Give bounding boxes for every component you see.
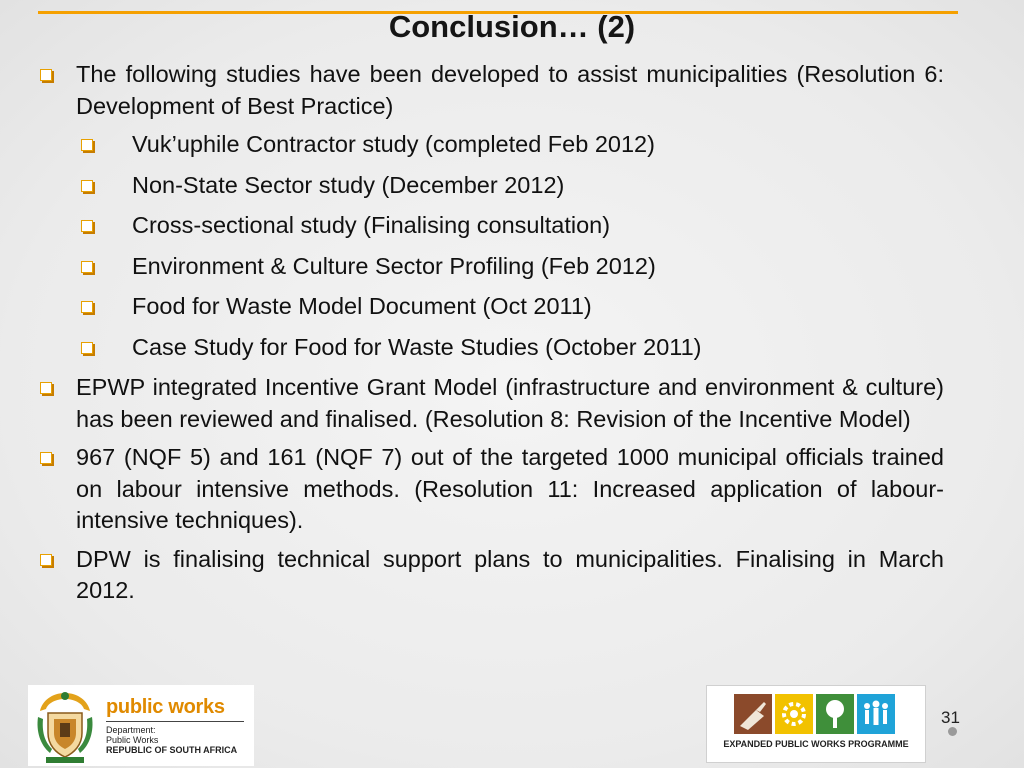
bullet-text: Food for Waste Model Document (Oct 2011) — [132, 293, 592, 319]
square-bullet-icon — [40, 554, 52, 566]
bullet-text: Non-State Sector study (December 2012) — [132, 171, 565, 198]
square-bullet-icon — [81, 180, 93, 192]
square-bullet-icon — [81, 261, 93, 273]
epwp-icons — [734, 694, 895, 734]
sub-bullet-item — [81, 170, 944, 202]
coat-of-arms-icon — [32, 687, 98, 765]
sub-bullet-item — [81, 251, 944, 283]
bullet-text: Cross-sectional study (Finalising consultation) — [132, 212, 611, 238]
epwp-label: EXPANDED PUBLIC WORKS PROGRAMME — [723, 739, 909, 749]
bullet-text: The following studies have been developed to assist municipalities (Resolution 6: Development of Best Practice) — [76, 61, 944, 119]
bullet-text: Vuk’uphile Contractor study (completed Feb 2012) — [132, 131, 655, 157]
public-works-text — [106, 696, 244, 755]
republic-label: REPUBLIC OF SOUTH AFRICA — [106, 745, 238, 755]
bullet-text: Environment & Culture Sector Profiling (Feb 2012) — [132, 252, 656, 279]
square-bullet-icon — [40, 452, 52, 464]
logo-divider — [106, 721, 244, 722]
bullet-text: EPWP integrated Incentive Grant Model (infrastructure and environment & culture) has been reviewed and finalised. (Resolution 8: Revision of the Incentive Model) — [76, 374, 944, 432]
gear-icon — [775, 694, 813, 734]
public-works-logo — [28, 685, 254, 766]
bullet-text: DPW is finalising technical support plans to municipalities. Finalising in March 2012. — [76, 545, 944, 603]
tree-icon — [816, 694, 854, 734]
square-bullet-icon — [81, 301, 93, 313]
square-bullet-icon — [81, 342, 93, 354]
sub-bullet-item — [81, 291, 944, 323]
bullet-text: Case Study for Food for Waste Studies (October 2011) — [132, 333, 702, 360]
bullet-item — [40, 442, 944, 537]
square-bullet-icon — [81, 139, 93, 151]
epwp-logo — [706, 685, 926, 763]
bullet-list — [40, 59, 944, 614]
slide-title: Conclusion… (2) — [388, 9, 636, 44]
department-label: Department: — [106, 725, 156, 735]
bullet-item — [40, 372, 944, 435]
sub-bullet-item — [81, 129, 944, 161]
page-number: 31 — [941, 708, 960, 727]
people-icon — [857, 694, 895, 734]
bullet-item — [40, 544, 944, 607]
bullet-text: 967 (NQF 5) and 161 (NQF 7) out of the targeted 1000 municipal officials trained on labour intensive methods. (Resolution 11: Increased application of labour-intensive techniques). — [76, 444, 944, 533]
square-bullet-icon — [40, 382, 52, 394]
page-dot — [948, 727, 957, 736]
square-bullet-icon — [81, 220, 93, 232]
sub-bullet-item — [81, 332, 944, 364]
bullet-item — [40, 59, 944, 122]
sub-bullet-item — [81, 210, 944, 242]
trowel-icon — [734, 694, 772, 734]
public-works-title: public works — [106, 696, 225, 718]
public-works-label: Public Works — [106, 735, 159, 745]
square-bullet-icon — [40, 69, 52, 81]
